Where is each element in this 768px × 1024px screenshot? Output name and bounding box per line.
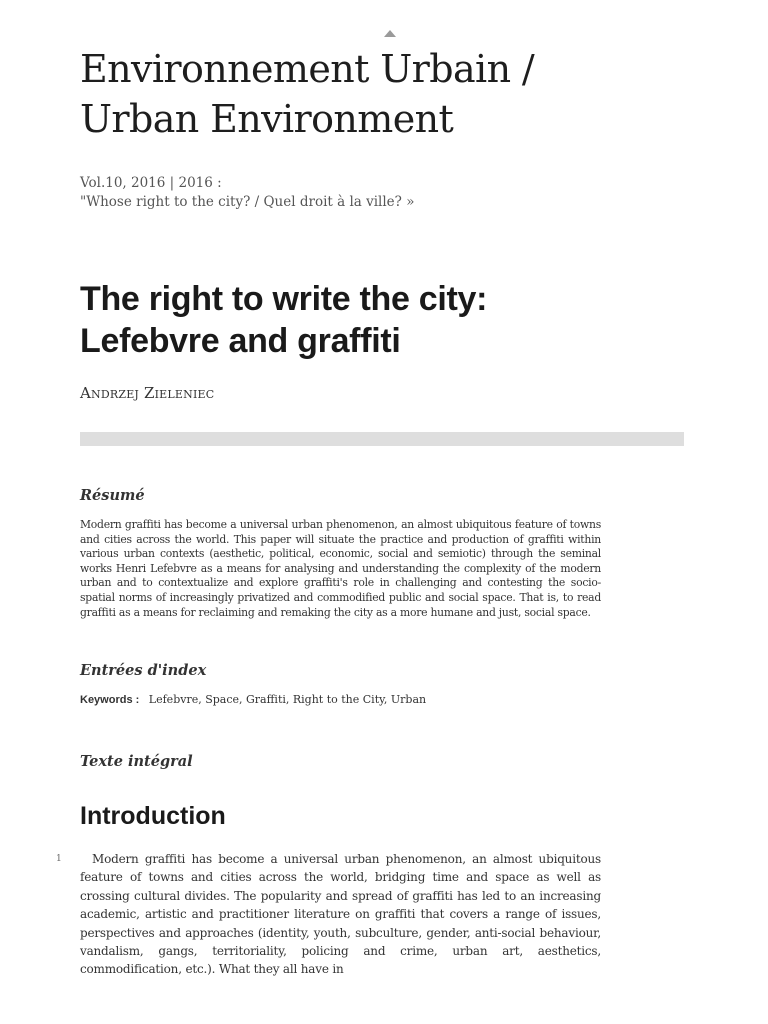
journal-title-line-2: Urban Environment bbox=[80, 97, 454, 141]
keywords-list[interactable]: Lefebvre, Space, Graffiti, Right to the City, Urban bbox=[148, 693, 427, 706]
paragraph-number[interactable]: 1 bbox=[56, 854, 62, 864]
journal-title[interactable] bbox=[80, 44, 700, 144]
resume-heading: Résumé bbox=[80, 487, 145, 504]
author-name[interactable]: Andrzej Zieleniec bbox=[80, 384, 215, 402]
issue-volume: Vol.10, 2016 | 2016 : bbox=[80, 175, 222, 191]
article-title-line-2: Lefebvre and graffiti bbox=[80, 322, 401, 360]
issue-theme: "Whose right to the city? / Quel droit à la ville? » bbox=[80, 194, 415, 210]
introduction-heading: Introduction bbox=[80, 802, 226, 830]
fulltext-heading: Texte intégral bbox=[80, 753, 193, 770]
issue-info[interactable] bbox=[80, 174, 700, 212]
section-divider bbox=[80, 432, 684, 446]
journal-title-line-1: Environnement Urbain / bbox=[80, 47, 535, 91]
keywords-label: Keywords : bbox=[80, 694, 140, 706]
article-title bbox=[80, 278, 700, 362]
keywords-row bbox=[80, 693, 640, 706]
introduction-paragraph: Modern graffiti has become a universal urban phenomenon, an almost ubiquitous feature of towns and cities across the world, bridging time and space as well as crossing cultural divides. The popularity and spread of graffiti has led to an increasing academic, artistic and practitioner literature on graffiti that covers a range of issues, perspectives and approaches (identity, youth, subculture, gender, anti-social behaviour, vandalism, gangs, territoriality, policing and crime, urban art, aesthetics, commodification, etc.). What they all have in bbox=[80, 852, 601, 977]
index-heading: Entrées d'index bbox=[80, 662, 207, 679]
scroll-to-top-icon[interactable] bbox=[384, 30, 396, 37]
article-title-line-1: The right to write the city: bbox=[80, 280, 488, 318]
abstract-text: Modern graffiti has become a universal urban phenomenon, an almost ubiquitous feature of towns and cities across the world. This paper will situate the practice and production of graffiti within various urban contexts (aesthetic, political, economic, social and semiotic) through the seminal works Henri Lefebvre as a means for analysing and understanding the complexity of the modern urban and to contextualize and explore graffiti's role in challenging and contesting the socio-spatial norms of increasingly privatized and commodified public and social space. That is, to read graffiti as a means for reclaiming and remaking the city as a more humane and just, social space. bbox=[80, 518, 601, 619]
